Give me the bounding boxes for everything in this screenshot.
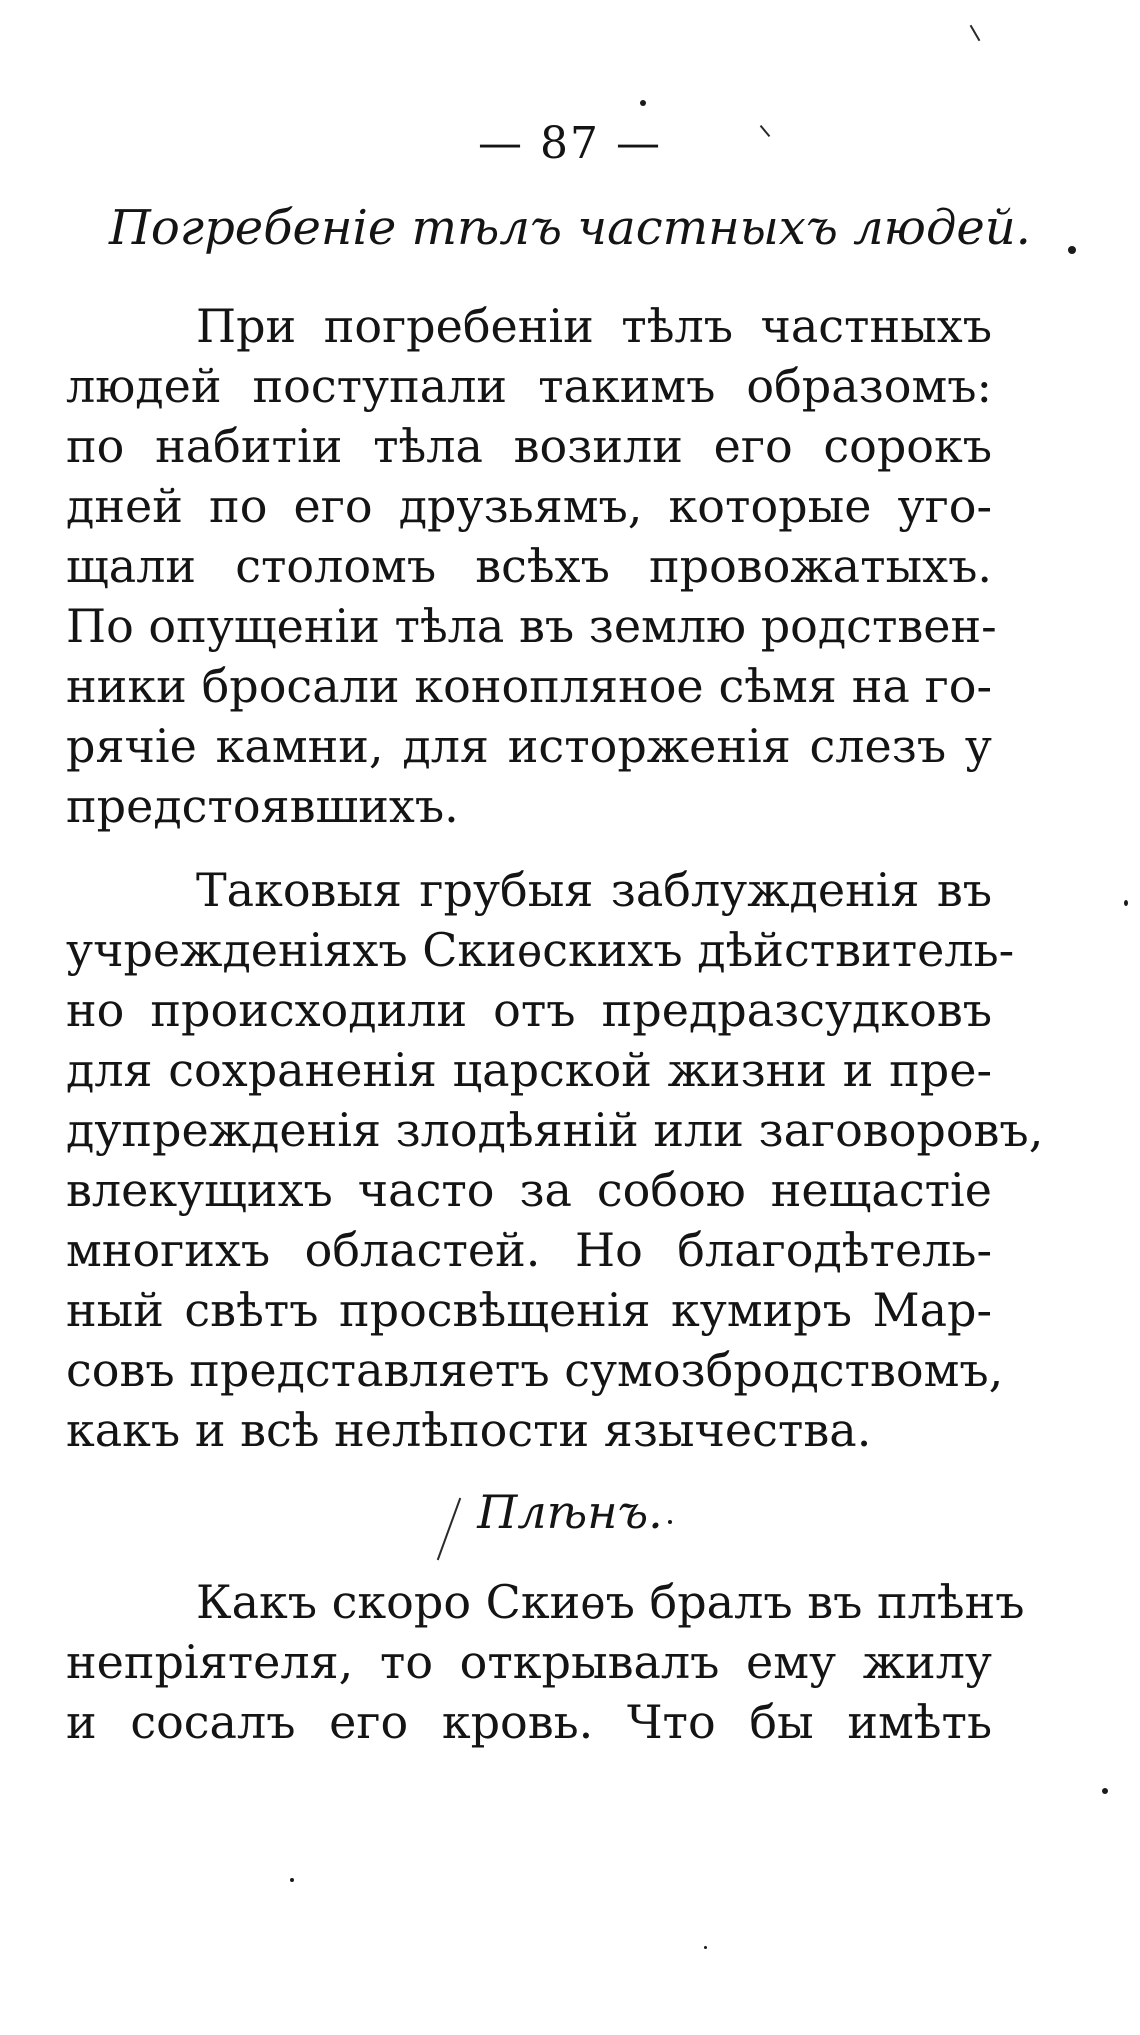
text-line: дней по его друзьямъ, которые уго- (66, 479, 992, 533)
section-heading-captivity: Плѣнъ. (477, 1485, 663, 1539)
text-line: ники бросали конопляное сѣмя на го- (66, 659, 992, 713)
scan-speck (640, 100, 646, 106)
text-line: учрежденіяхъ Скиѳскихъ дѣйствитель- (66, 923, 1015, 977)
text-line: Таковыя грубыя заблужденія въ (196, 863, 992, 917)
text-line: непріятеля, то открывалъ ему жилу (66, 1635, 992, 1689)
text-line: предстоявшихъ. (66, 779, 459, 833)
text-line: влекущихъ часто за собою нещастіе (66, 1163, 992, 1217)
text-line: ный свѣтъ просвѣщенія кумиръ Мар- (66, 1283, 992, 1337)
scan-speck (1102, 1788, 1108, 1794)
scan-speck (290, 1878, 294, 1882)
scan-mark (970, 25, 981, 42)
text-line: какъ и всѣ нелѣпости язычества. (66, 1403, 872, 1457)
text-line: по набитіи тѣла возили его сорокъ (66, 419, 992, 473)
scan-speck (1124, 900, 1128, 906)
text-line: людей поступали такимъ образомъ: (66, 359, 992, 413)
text-line: При погребеніи тѣлъ частныхъ (196, 299, 992, 353)
text-line: для сохраненія царской жизни и пре- (66, 1043, 992, 1097)
section-heading-burial: Погребеніе тѣлъ частныхъ людей. (109, 200, 1031, 256)
scan-speck (704, 1946, 707, 1949)
text-line: Какъ скоро Скиѳъ бралъ въ плѣнъ (196, 1575, 1025, 1629)
text-line: рячіе камни, для исторженія слезъ у (66, 719, 992, 773)
page-number: — 87 — (478, 118, 662, 169)
scan-speck (1068, 246, 1076, 254)
text-line: дупрежденія злодѣяній или заговоровъ, (66, 1103, 1044, 1157)
text-line: совъ представляетъ сумозбродствомъ, (66, 1343, 1004, 1397)
text-line: многихъ областей. Но благодѣтель- (66, 1223, 992, 1277)
text-line: щали столомъ всѣхъ провожатыхъ. (66, 539, 992, 593)
scan-speck (668, 1520, 672, 1524)
text-line: но происходили отъ предразсудковъ (66, 983, 992, 1037)
text-line: и сосалъ его кровь. Что бы имѣть (66, 1695, 992, 1749)
text-line: По опущеніи тѣла въ землю родствен- (66, 599, 997, 653)
